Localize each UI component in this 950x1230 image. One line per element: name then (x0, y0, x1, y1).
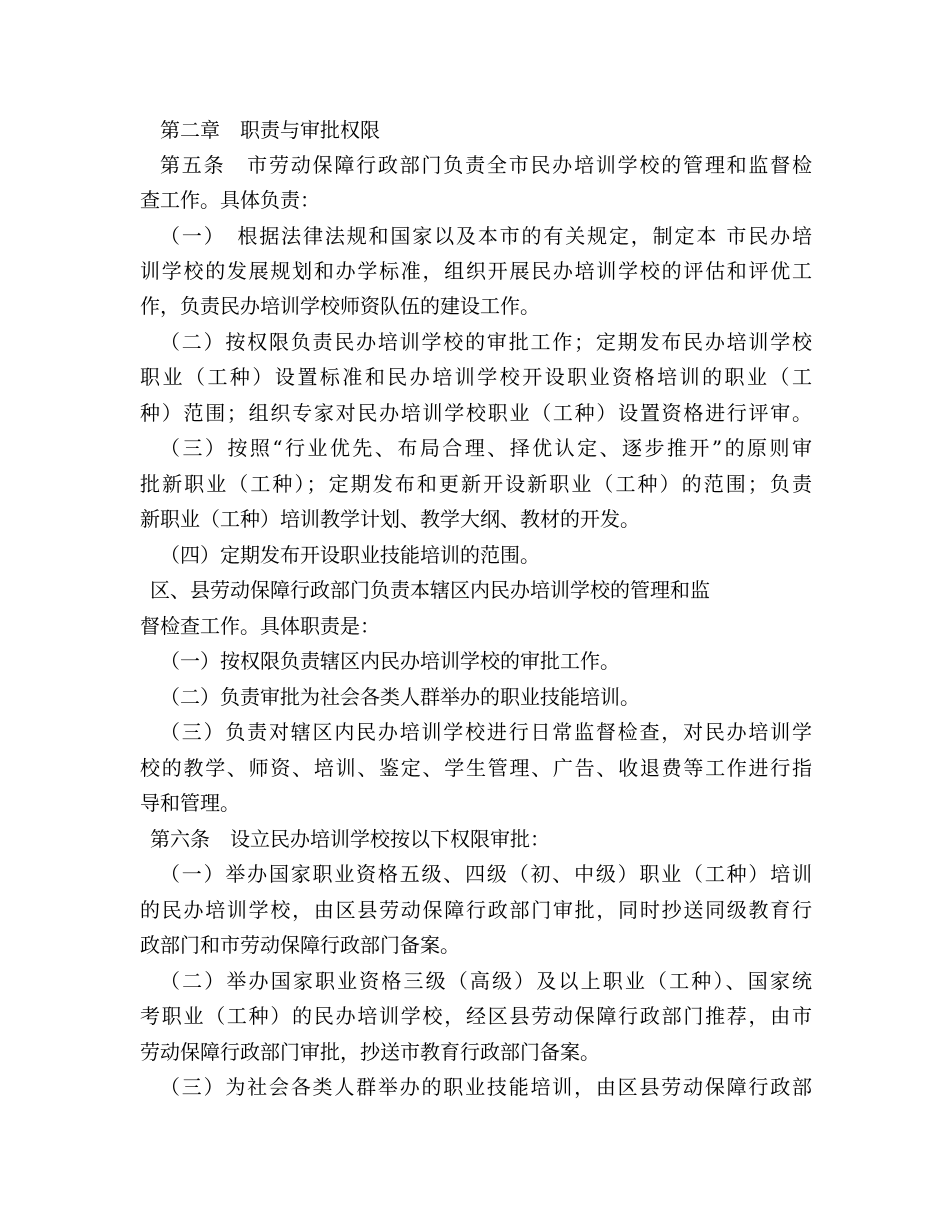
clause-line: （一）举办国家职业资格五级、四级（初、中级）职业（工种）培训 (160, 862, 812, 886)
clause-line: 导和管理。 (140, 791, 240, 815)
clause-line: 政部门和市劳动保障行政部门备案。 (140, 933, 460, 957)
clause-line: （二）举办国家职业资格三级（高级）及以上职业（工种）、国家统 (160, 969, 812, 993)
clause-line: （一） 根据法律法规和国家以及本市的有关规定，制定本 市民办培 (160, 224, 812, 248)
chapter-heading: 第二章 职责与审批权限 (160, 118, 380, 142)
clause-line: 新职业（工种）培训教学计划、教学大纲、教材的开发。 (140, 507, 640, 531)
district-duties-line: 区、县劳动保障行政部门负责本辖区内民办培训学校的管理和监 (150, 578, 710, 602)
clause-line: 劳动保障行政部门审批，抄送市教育行政部门备案。 (140, 1040, 600, 1064)
clause-line: 训学校的发展规划和办学标准，组织开展民办培训学校的评估和评优工 (140, 259, 812, 283)
clause-line: （二）按权限负责民办培训学校的审批工作；定期发布民办培训学校 (160, 330, 812, 354)
clause-line: （三）按照“行业优先、布局合理、择优认定、逐步推开”的原则审 (160, 436, 812, 460)
clause-line: （二）负责审批为社会各类人群举办的职业技能培训。 (160, 685, 640, 709)
district-duties-line: 督检查工作。具体职责是： (140, 614, 380, 638)
clause-line: （三）为社会各类人群举办的职业技能培训，由区县劳动保障行政部 (160, 1075, 812, 1099)
article-6-heading: 第六条 设立民办培训学校按以下权限审批： (150, 827, 550, 851)
article-5-line: 查工作。具体负责： (140, 188, 320, 212)
article-5-line: 第五条 市劳动保障行政部门负责全市民办培训学校的管理和监督检 (160, 153, 812, 177)
clause-line: 考职业（工种）的民办培训学校，经区县劳动保障行政部门推荐，由市 (140, 1004, 812, 1028)
clause-line: （一）按权限负责辖区内民办培训学校的审批工作。 (160, 649, 620, 673)
clause-line: 职业（工种）设置标准和民办培训学校开设职业资格培训的职业（工 (140, 365, 812, 389)
clause-line: 批新职业（工种）；定期发布和更新开设新职业（工种）的范围；负责 (140, 472, 812, 496)
clause-line: （三）负责对辖区内民办培训学校进行日常监督检查，对民办培训学 (160, 720, 812, 744)
clause-line: （四）定期发布开设职业技能培训的范围。 (160, 543, 540, 567)
clause-line: 作，负责民办培训学校师资队伍的建设工作。 (140, 294, 540, 318)
clause-line: 的民办培训学校，由区县劳动保障行政部门审批，同时抄送同级教育行 (140, 898, 812, 922)
clause-line: 种）范围；组织专家对民办培训学校职业（工种）设置资格进行评审。 (140, 401, 812, 425)
clause-line: 校的教学、师资、培训、鉴定、学生管理、广告、收退费等工作进行指 (140, 756, 812, 780)
